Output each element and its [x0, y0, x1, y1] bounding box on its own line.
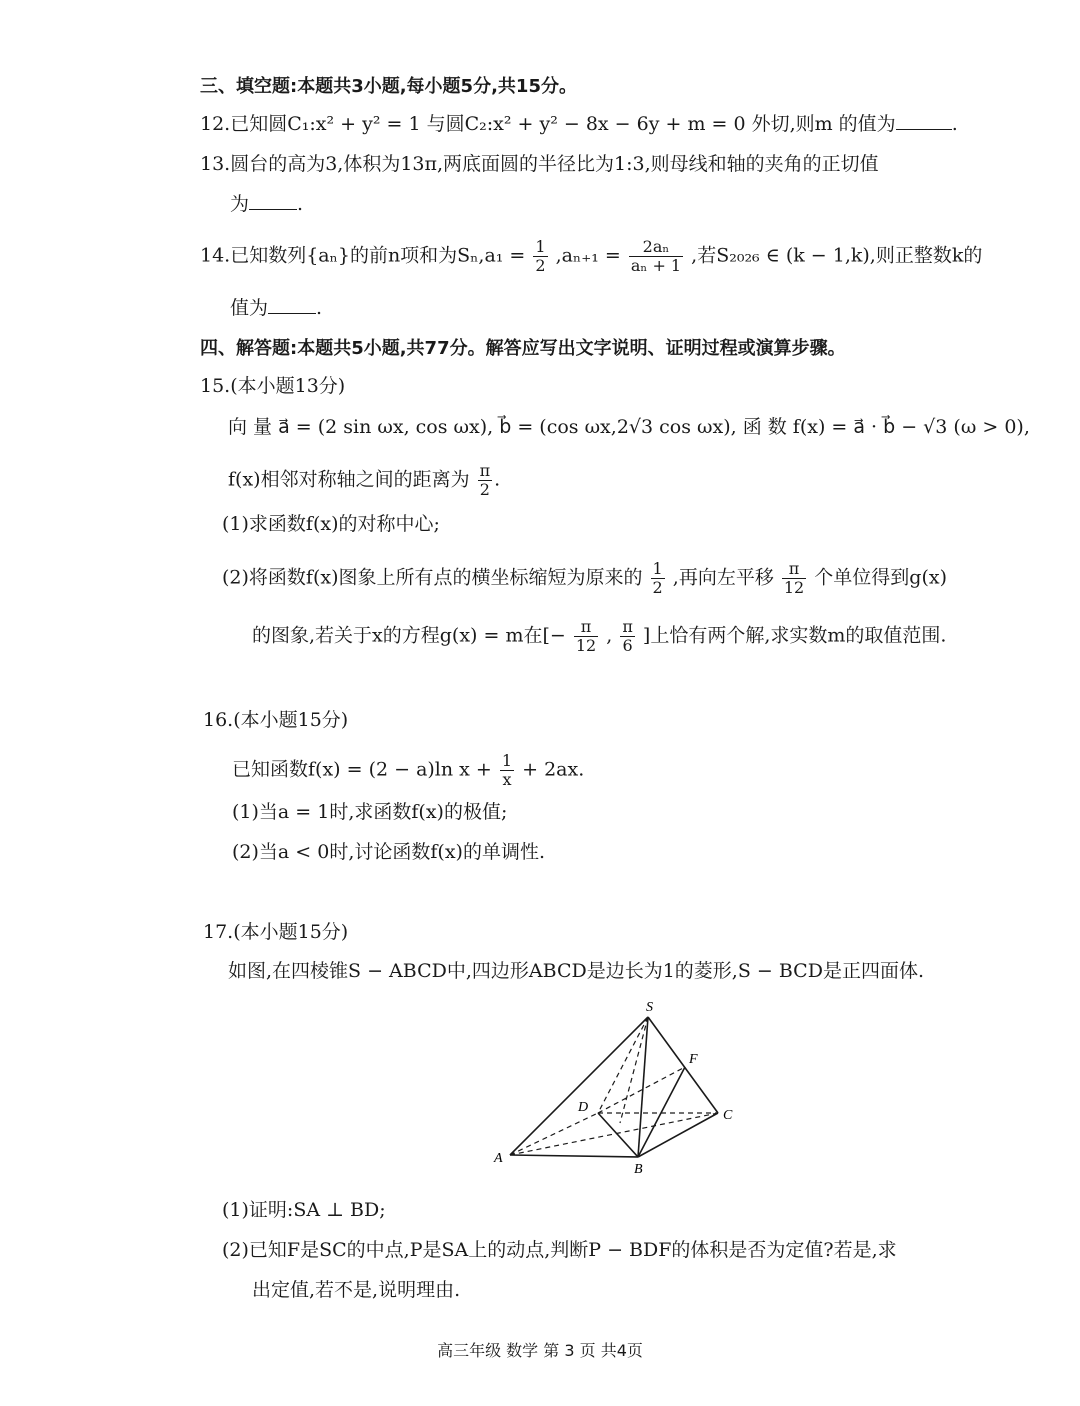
q15-part2-frac2 [782, 560, 806, 597]
q15-part2-frac3-den: 12 [575, 636, 597, 655]
q15-stem-frac-den: 2 [479, 480, 490, 499]
q15-part2-frac1-den: 2 [652, 578, 663, 597]
q15-part2-frac1 [651, 560, 665, 597]
edge-SC [648, 1017, 718, 1113]
q14-line2-prefix: 值为 [230, 297, 269, 319]
q15-part2-line1 [222, 560, 947, 597]
question-14-line2 [230, 294, 322, 322]
q14-frac2-den: aₙ + 1 [630, 256, 682, 275]
q16-stem-a: 已知函数f(x) = (2 − a)ln x + [232, 758, 492, 781]
q12-end: . [951, 113, 958, 135]
q13-line2-prefix: 为 [230, 193, 250, 215]
question-13-line1: 13.圆台的高为3,体积为13π,两底面圆的半径比为1:3,则母线和轴的夹角的正切值 [200, 153, 879, 175]
question-14-line1 [200, 238, 982, 275]
q15-part2-line2-b: , [606, 624, 613, 647]
q15-part2-frac3 [574, 618, 598, 655]
label-F: F [689, 1052, 698, 1067]
q13-end: . [297, 193, 304, 215]
q15-part2-frac4 [620, 618, 635, 655]
edge-AB [510, 1155, 638, 1157]
q16-part1: (1)当a = 1时,求函数f(x)的极值; [232, 801, 508, 823]
q15-part2-b: ,再向左平移 [672, 566, 774, 589]
edge-AD [510, 1113, 598, 1155]
section4-heading: 四、解答题:本题共5小题,共77分。解答应写出文字说明、证明过程或演算步骤。 [200, 338, 846, 359]
q17-title: 17.(本小题15分) [203, 921, 349, 943]
q17-stem: 如图,在四棱锥S − ABCD中,四边形ABCD是边长为1的菱形,S − BCD是正四面体. [228, 960, 924, 982]
q16-stem [232, 752, 584, 789]
q15-part2-frac4-num: π [622, 617, 633, 636]
q15-stem-frac-num: π [479, 461, 491, 480]
q12-answer-blank[interactable] [896, 111, 952, 130]
q15-title: 15.(本小题13分) [200, 375, 346, 397]
q15-stem2-prefix: f(x)相邻对称轴之间的距离为 [228, 468, 470, 491]
q15-part2-line2 [252, 618, 946, 655]
q14-mid: ,aₙ₊₁ = [555, 244, 621, 267]
label-C: C [723, 1108, 733, 1123]
q16-stem-b: + 2ax. [522, 758, 585, 781]
q14-end: . [316, 297, 323, 319]
q15-part2-frac1-num: 1 [652, 559, 663, 578]
q13-answer-blank[interactable] [249, 191, 297, 210]
q15-part2-frac2-den: 12 [783, 578, 805, 597]
q15-part2-frac2-num: π [782, 560, 806, 579]
q14-frac2-num: 2aₙ [629, 238, 683, 257]
q15-stem2-end: . [494, 468, 501, 491]
label-B: B [634, 1162, 643, 1177]
q15-part2-frac3-num: π [574, 618, 598, 637]
q15-part1: (1)求函数f(x)的对称中心; [222, 513, 440, 535]
pyramid-figure [480, 995, 760, 1180]
q12-text: 12.已知圆C₁:x² + y² = 1 与圆C₂:x² + y² − 8x − 6y + m = 0 外切,则m 的值为 [200, 113, 896, 135]
label-S: S [646, 1000, 653, 1015]
q17-part2-line2: 出定值,若不是,说明理由. [252, 1279, 461, 1301]
q14-prefix: 14.已知数列{aₙ}的前n项和为Sₙ,a₁ = [200, 244, 526, 267]
q16-part2: (2)当a < 0时,讨论函数f(x)的单调性. [232, 841, 545, 863]
q17-part1: (1)证明:SA ⊥ BD; [222, 1199, 386, 1221]
q15-part2-line2-a: 的图象,若关于x的方程g(x) = m在[− [252, 624, 566, 647]
edge-SD [598, 1017, 648, 1113]
q14-frac1-num: 1 [535, 237, 546, 256]
label-A: A [494, 1151, 503, 1166]
edge-AC [510, 1113, 718, 1155]
q15-part2-a: (2)将函数f(x)图象上所有点的横坐标缩短为原来的 [222, 566, 643, 589]
q17-part2-line1: (2)已知F是SC的中点,P是SA上的动点,判断P − BDF的体积是否为定值?若是,求 [222, 1239, 897, 1261]
q16-stem-frac-den: x [502, 770, 512, 789]
q15-part2-c: 个单位得到g(x) [814, 566, 947, 589]
edge-BD-solid [598, 1113, 638, 1157]
q14-frac-a1 [533, 238, 547, 275]
q14-suffix: ,若S₂₀₂₆ ∈ (k − 1,k),则正整数k的 [691, 244, 983, 267]
q15-part2-line2-c: ]上恰有两个解,求实数m的取值范围. [642, 624, 947, 647]
q15-stem-line2 [228, 462, 500, 499]
q16-stem-frac [500, 752, 514, 789]
q14-frac1-den: 2 [535, 256, 546, 275]
q16-title: 16.(本小题15分) [203, 709, 349, 731]
question-13-line2 [230, 190, 303, 218]
q15-stem-line1: 向 量 a⃗ = (2 sin ωx, cos ωx), b⃗ = (cos ωx,2√3 cos ωx), 函 数 f(x) = a⃗ · b⃗ − √3 (ω > 0), [228, 416, 1030, 438]
edge-SA [510, 1017, 648, 1155]
q14-frac-recur [629, 238, 683, 275]
label-D: D [578, 1100, 589, 1115]
section3-heading: 三、填空题:本题共3小题,每小题5分,共15分。 [200, 76, 577, 97]
page-footer: 高三年级 数学 第 3 页 共4页 [437, 1341, 643, 1360]
q14-answer-blank[interactable] [268, 295, 316, 314]
q15-stem-frac [478, 462, 493, 499]
q16-stem-frac-num: 1 [501, 751, 513, 770]
question-12 [200, 110, 958, 138]
q15-part2-frac4-den: 6 [622, 636, 633, 655]
